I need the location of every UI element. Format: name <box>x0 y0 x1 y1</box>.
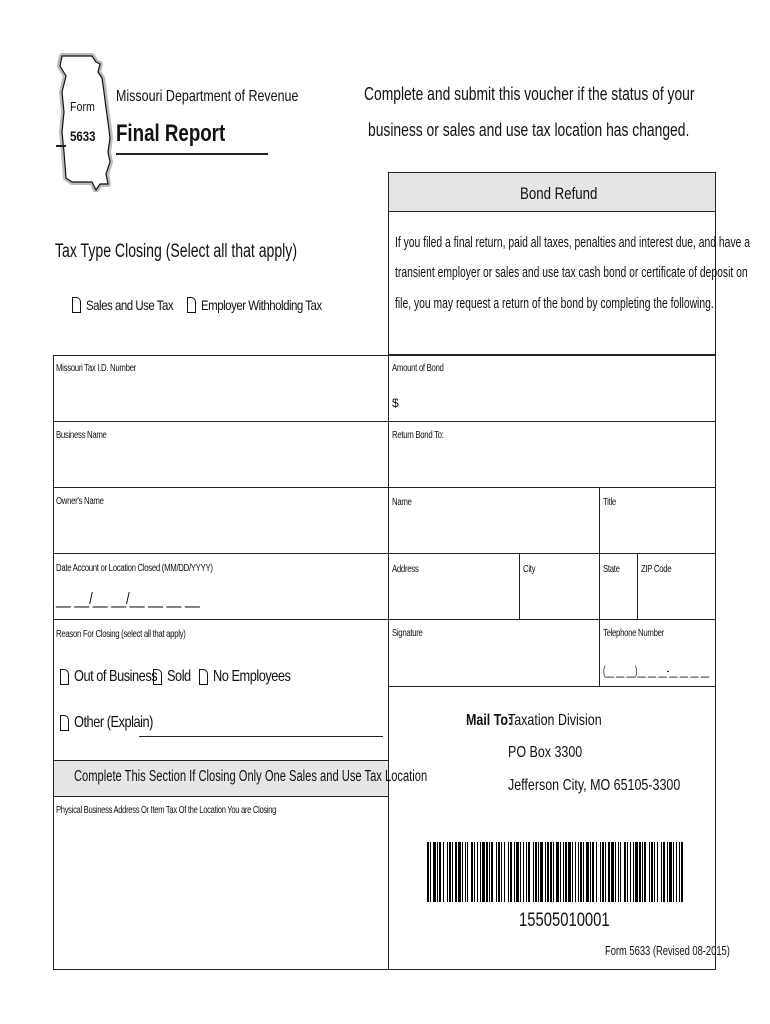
business-name-input[interactable] <box>54 444 387 486</box>
employer-withholding-checkbox[interactable] <box>187 297 196 313</box>
bond-refund-text-2: transient employer or sales and use tax cash bond or certificate of deposit on <box>395 264 748 281</box>
barcode-image <box>427 842 689 902</box>
tax-type-option-withholding[interactable]: Employer Withholding Tax <box>187 296 348 314</box>
state-input[interactable] <box>600 578 636 618</box>
return-bond-to-label: Return Bond To: <box>392 430 444 441</box>
tax-type-option-sales[interactable]: Sales and Use Tax <box>72 296 192 314</box>
instructions-line-2: business or sales and use tax location has changed. <box>368 120 690 140</box>
city-label: City <box>523 564 536 575</box>
reason-label: Reason For Closing (select all that apply) <box>56 629 186 640</box>
bond-refund-heading: Bond Refund <box>520 184 598 203</box>
amount-of-bond-label: Amount of Bond <box>392 363 444 374</box>
physical-address-label: Physical Business Address Or Item Tax Of the Location You are Closing <box>56 805 277 816</box>
title-label: Title <box>603 497 616 508</box>
address-input[interactable] <box>389 578 518 618</box>
instructions-line-1: Complete and submit this voucher if the status of your <box>364 84 695 104</box>
mail-to-label: Mail To: <box>466 712 513 729</box>
reason-sold[interactable]: Sold <box>153 668 197 686</box>
telephone-label: Telephone Number <box>603 628 664 639</box>
zip-code-input[interactable] <box>638 578 715 618</box>
name-input[interactable] <box>389 512 598 552</box>
date-closed-input[interactable]: __ __/__ __/__ __ __ __ <box>56 589 200 608</box>
page-title: Final Report <box>116 120 226 147</box>
form-revision-footer: Form 5633 (Revised 08-2015) <box>605 943 730 958</box>
out-of-business-checkbox[interactable] <box>60 669 69 685</box>
title-input[interactable] <box>600 512 715 552</box>
city-input[interactable] <box>520 578 598 618</box>
owner-name-label: Owner's Name <box>56 496 104 507</box>
form-number: 5633 <box>70 128 96 144</box>
address-label: Address <box>392 564 419 575</box>
date-closed-label: Date Account or Location Closed (MM/DD/YYYY) <box>56 563 213 574</box>
reason-out-of-business[interactable]: Out of Business <box>60 668 178 686</box>
state-label: State <box>603 564 620 575</box>
tax-id-label: Missouri Tax I.D. Number <box>56 363 136 374</box>
mail-line-1: Taxation Division <box>508 712 602 729</box>
single-location-heading: Complete This Section If Closing Only One Sales and Use Tax Location <box>74 768 428 785</box>
other-checkbox[interactable] <box>60 715 69 731</box>
mail-line-2: PO Box 3300 <box>508 744 583 761</box>
owner-name-input[interactable] <box>54 510 387 552</box>
telephone-input[interactable]: (__ __ __)__ __ __-__ __ __ __ <box>603 663 710 678</box>
form-label: Form <box>70 99 95 114</box>
name-label: Name <box>392 497 412 508</box>
tax-id-input[interactable] <box>54 378 387 420</box>
title-underline <box>116 153 268 155</box>
bond-refund-text-3: file, you may request a return of the bond by completing the following. <box>395 295 714 312</box>
mail-line-3: Jefferson City, MO 65105-3300 <box>508 777 681 794</box>
zip-code-label: ZIP Code <box>641 564 672 575</box>
amount-of-bond-input[interactable] <box>402 390 714 420</box>
sales-use-tax-checkbox[interactable] <box>72 297 81 313</box>
physical-address-input[interactable] <box>54 820 387 968</box>
form-number-dash <box>56 145 66 147</box>
sold-checkbox[interactable] <box>153 669 162 685</box>
reason-no-employees[interactable]: No Employees <box>199 668 310 686</box>
business-name-label: Business Name <box>56 430 107 441</box>
tax-type-heading: Tax Type Closing (Select all that apply) <box>55 241 298 262</box>
other-explain-line[interactable] <box>139 736 383 737</box>
no-employees-checkbox[interactable] <box>199 669 208 685</box>
bond-refund-text-1: If you filed a final return, paid all taxes, penalties and interest due, and have a <box>395 234 751 251</box>
signature-label: Signature <box>392 628 423 639</box>
reason-other[interactable]: Other (Explain) <box>60 714 173 732</box>
dollar-sign: $ <box>392 396 399 410</box>
signature-input[interactable] <box>389 642 598 685</box>
agency-name: Missouri Department of Revenue <box>116 88 299 105</box>
missouri-state-outline-icon <box>52 52 114 192</box>
barcode-number: 15505010001 <box>519 910 610 931</box>
